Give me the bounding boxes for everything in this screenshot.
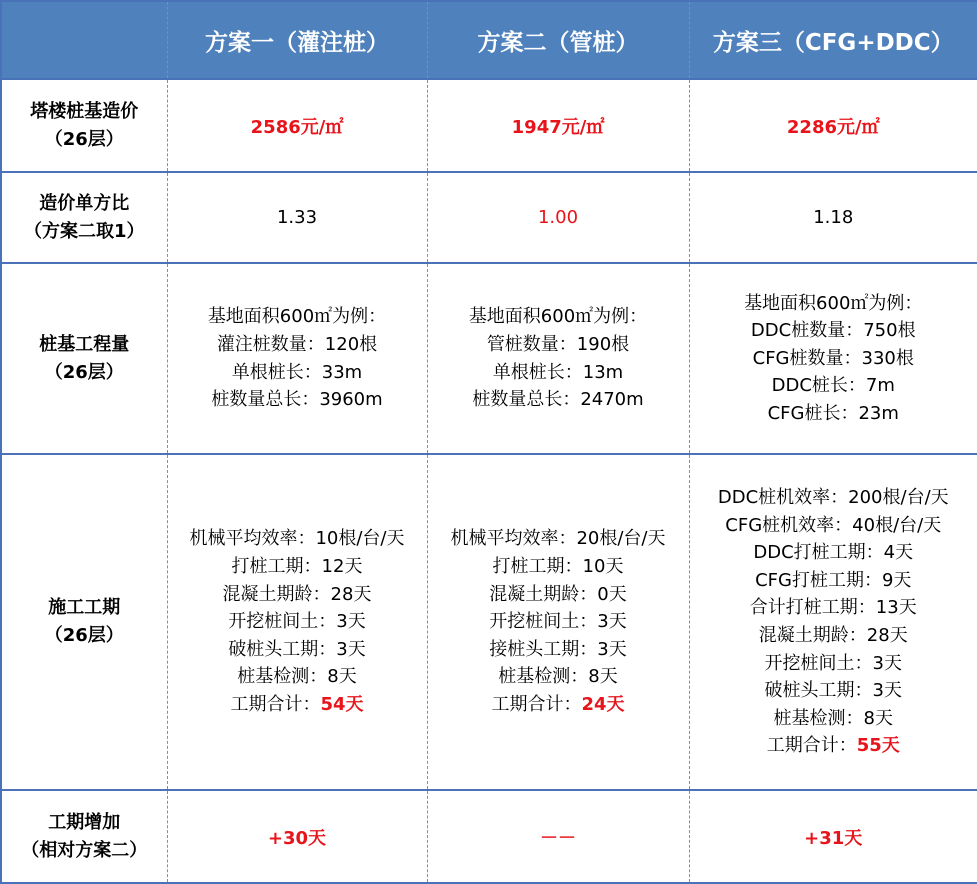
schedule-line: DDC桩机效率：200根/台/天 bbox=[690, 484, 977, 512]
schedule-total bbox=[168, 691, 427, 719]
cost-plan-2: 1947元/㎡ bbox=[427, 79, 689, 172]
schedule-total bbox=[690, 732, 977, 760]
increase-plan-1: +30天 bbox=[167, 790, 427, 883]
cost-plan-3: 2286元/㎡ bbox=[689, 79, 977, 172]
schedule-total-label: 工期合计： bbox=[767, 735, 857, 756]
row-label-cost-line2: （26层） bbox=[2, 126, 167, 154]
schedule-line: 混凝土期龄：28天 bbox=[168, 581, 427, 609]
cost-plan-1: 2586元/㎡ bbox=[167, 79, 427, 172]
schedule-total bbox=[428, 691, 689, 719]
ratio-plan-3: 1.18 bbox=[689, 172, 977, 263]
quantity-line: 基地面积600㎡为例： bbox=[690, 290, 977, 318]
row-label-schedule-line2: （26层） bbox=[2, 622, 167, 650]
cost-row bbox=[1, 79, 977, 172]
row-label-cost-line1: 塔楼桩基造价 bbox=[2, 98, 167, 126]
quantity-line: CFG桩长：23m bbox=[690, 400, 977, 428]
quantity-line: 桩数量总长：2470m bbox=[428, 386, 689, 414]
schedule-line: 打桩工期：10天 bbox=[428, 553, 689, 581]
schedule-line: 桩基检测：8天 bbox=[168, 663, 427, 691]
schedule-plan-3 bbox=[689, 454, 977, 790]
schedule-line: 破桩头工期：3天 bbox=[168, 636, 427, 664]
quantity-line: 基地面积600㎡为例： bbox=[168, 303, 427, 331]
schedule-total-value: 55天 bbox=[857, 735, 900, 756]
schedule-line: 开挖桩间土：3天 bbox=[168, 608, 427, 636]
schedule-line: CFG打桩工期：9天 bbox=[690, 567, 977, 595]
increase-plan-2: －－ bbox=[427, 790, 689, 883]
schedule-row bbox=[1, 454, 977, 790]
schedule-plan-2 bbox=[427, 454, 689, 790]
header-corner bbox=[1, 1, 167, 79]
row-label-increase-line1: 工期增加 bbox=[2, 809, 167, 837]
quantity-plan-3 bbox=[689, 263, 977, 454]
quantity-line: 单根桩长：13m bbox=[428, 359, 689, 387]
row-label-schedule bbox=[1, 454, 167, 790]
schedule-line: 混凝土期龄：28天 bbox=[690, 622, 977, 650]
row-label-ratio-line2: （方案二取1） bbox=[2, 218, 167, 246]
row-label-quantity-line1: 桩基工程量 bbox=[2, 331, 167, 359]
header-plan-2: 方案二（管桩） bbox=[427, 1, 689, 79]
increase-plan-3: +31天 bbox=[689, 790, 977, 883]
increase-row bbox=[1, 790, 977, 883]
quantity-line: 基地面积600㎡为例： bbox=[428, 303, 689, 331]
schedule-line: CFG桩机效率：40根/台/天 bbox=[690, 512, 977, 540]
schedule-plan-1 bbox=[167, 454, 427, 790]
schedule-line: 破桩头工期：3天 bbox=[690, 677, 977, 705]
row-label-increase-line2: （相对方案二） bbox=[2, 837, 167, 865]
schedule-line: 合计打桩工期：13天 bbox=[690, 594, 977, 622]
schedule-line: 开挖桩间土：3天 bbox=[690, 650, 977, 678]
row-label-schedule-line1: 施工工期 bbox=[2, 594, 167, 622]
quantity-line: CFG桩数量：330根 bbox=[690, 345, 977, 373]
ratio-row bbox=[1, 172, 977, 263]
schedule-total-value: 24天 bbox=[581, 694, 624, 715]
schedule-line: 桩基检测：8天 bbox=[428, 663, 689, 691]
row-label-quantity-line2: （26层） bbox=[2, 359, 167, 387]
schedule-line: 打桩工期：12天 bbox=[168, 553, 427, 581]
row-label-cost bbox=[1, 79, 167, 172]
row-label-quantity bbox=[1, 263, 167, 454]
quantity-plan-2 bbox=[427, 263, 689, 454]
schedule-total-label: 工期合计： bbox=[491, 694, 581, 715]
schedule-total-value: 54天 bbox=[320, 694, 363, 715]
header-plan-1: 方案一（灌注桩） bbox=[167, 1, 427, 79]
quantity-plan-1 bbox=[167, 263, 427, 454]
schedule-total-label: 工期合计： bbox=[230, 694, 320, 715]
schedule-line: 机械平均效率：10根/台/天 bbox=[168, 525, 427, 553]
ratio-plan-1: 1.33 bbox=[167, 172, 427, 263]
schedule-line: 混凝土期龄：0天 bbox=[428, 581, 689, 609]
schedule-line: 桩基检测：8天 bbox=[690, 705, 977, 733]
quantity-line: 灌注桩数量：120根 bbox=[168, 331, 427, 359]
schedule-line: 开挖桩间土：3天 bbox=[428, 608, 689, 636]
quantity-line: 管桩数量：190根 bbox=[428, 331, 689, 359]
row-label-increase bbox=[1, 790, 167, 883]
header-plan-3: 方案三（CFG+DDC） bbox=[689, 1, 977, 79]
row-label-ratio bbox=[1, 172, 167, 263]
schedule-line: 接桩头工期：3天 bbox=[428, 636, 689, 664]
ratio-plan-2: 1.00 bbox=[427, 172, 689, 263]
header-row bbox=[1, 1, 977, 79]
quantity-line: DDC桩长：7m bbox=[690, 372, 977, 400]
quantity-line: DDC桩数量：750根 bbox=[690, 317, 977, 345]
quantity-line: 单根桩长：33m bbox=[168, 359, 427, 387]
row-label-ratio-line1: 造价单方比 bbox=[2, 190, 167, 218]
schedule-line: 机械平均效率：20根/台/天 bbox=[428, 525, 689, 553]
schedule-line: DDC打桩工期：4天 bbox=[690, 539, 977, 567]
quantity-row bbox=[1, 263, 977, 454]
quantity-line: 桩数量总长：3960m bbox=[168, 386, 427, 414]
